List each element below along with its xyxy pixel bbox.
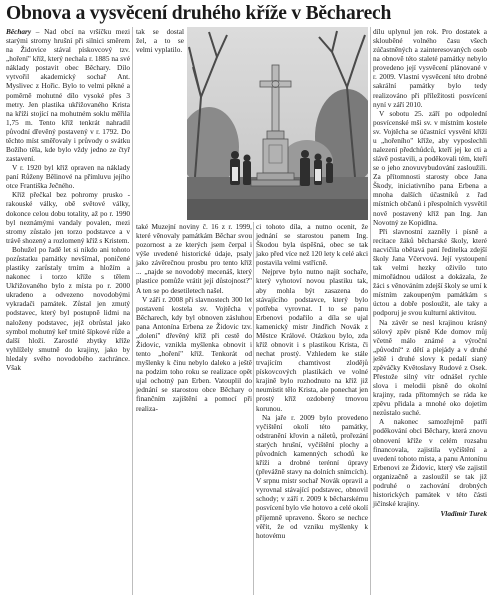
article-paragraph: A nakonec samozřejmě patří poděkování obci Běchary, která znovu obnovení kříže v celém rozsahu financovala, zajistila vyčištění a uvedení tohoto místa, a panu Antonínu Erbenovi ze Židovic, který vše zajistil organizačně a zasloužil se tak již podruhé o zachování drobných historických památek v této části jičínské krajiny.: [373, 417, 487, 509]
article-paragraph: ci tohoto díla, a nutno ocenit, že jednání se starostou panem Ing. Škodou byla úspěšná, obec se tak jako před více než 120 lety k celé akci postavila velmi vstřícně.: [256, 222, 368, 268]
article-paragraph: dílu uplynul jen rok. Pro dostatek a sklouběné volného času všech zúčastněných a zainteresovaných osob na obnově této staleté památky nebylo provedeno její vysvěcení plánované v r. 2009. Vlastní vysvěcení této drobné sakrální památky bylo tedy realizováno při příležitosti posvícení nyní v září 2010.: [373, 27, 487, 109]
article-paragraph: Kříž přečkal bez pohromy prusko - rakouské války, obě světové války, dokonce celou dobu totality, až po r. 1990 byl neznámými vandaly povalen, mezi stromy zůstalo jen torzo podstavce a v trávě shozený a rozlomený kříž s Kristem.: [6, 190, 130, 245]
article-paragraph: Nejprve bylo nutno najít sochaře, který vyhotoví novou plastiku tak, aby mohla být zasazena do stávajícího podstavce, který bylo potřeba vyrovnat. I to se panu Erbenovi podařilo a díla se ujal kamenický mistr Jindřich Novák z Městce Králové. Otázkou bylo, zda kříž obnovit i s plastikou Krista, či nechat prostý. Vzhledem ke stále trvajícím chamtivost zlodějů pískovcových plastikách ve volné krajině bylo rozhodnuto na kříž již neumístit tělo Krista, ale ponechat jen prostý kříž ozdobený trnovou korunou.: [256, 267, 368, 413]
article-paragraph: [6, 27, 130, 163]
article-column-2: [136, 27, 184, 54]
cross-photo: [187, 27, 368, 220]
article-column-5: [373, 27, 487, 518]
paragraph-text: – Nad obcí na vršíčku mezi starými stromy hrušní při silnici směrem na Židovice stával pískovcový tzv. „hoření" kříž, který nechala r. 1885 na své náklady postavit obec Běchary. Dílo vytvořil akademický sochař Ant. Myslivec z Hořic. Bylo to velmi pěkné a poměrně mohutné dílo vysoké přes 3 metry. Jen plastika ukřižovaného Krista na kříži stojící na mohutném soklu měřila 1,75 m. Tento kříž tenkrát nahradil původní dřevěný postavený v r. 1792. Do těchto míst směřovaly i průvody o svátku Božího těla, kde bylo vždy jedno ze čtyř zastavení.: [6, 27, 130, 164]
article-author: Vladimír Turek: [440, 509, 487, 519]
article-title: Obnova a vysvěcení druhého kříže v Běcharech: [6, 3, 392, 24]
article-column-4: [256, 222, 368, 540]
article-paragraph: V r. 1920 byl kříž opraven na náklady paní Růženy Bělinové na přímluvu jejího otce Františka Ječného.: [6, 163, 130, 191]
article-paragraph: také Muzejní noviny č. 16 z r. 1999, které věnovaly památkám Běchar svou pozornost a ze kterých jsem čerpal i výše uvedené historické údaje, psaly jako závěrečnou prosbu pro tento kříž ... „najde se novodobý mecenáš, který plastice pomůže vrátit její důstojnost?" A ten se po desetiletech našel.: [136, 222, 252, 295]
article-paragraph: Při slavnostní zazněly i písně a recitace žáků běcharské školy, které nacvičila obětavá paní ředitelka zdejší školy Jana Včervová. Její vystoupení tak velmi hezky oživilo tuto mimořádnou událost a dokázala, že žáci s věnováním zdejší školy se umí k místním zakoupeným památkám s úctou a dobře posloužit, ale taky a podporuj je svou kulturní aktivitou.: [373, 226, 487, 318]
article-dateline: Běchary: [6, 27, 32, 36]
article-paragraph: Bohužel po řadě let si nikdo ani tohoto pozůstatku památky nevšímal, poničené plastiky zarůstaly trním a hložím a nakonec i torzo kříže s tělem Ukřižovaného bylo z místa po r. 2000 ukradeno a odvezeno novodobými vykradači památek. Zůstal jen zmutý podstavec, který byl postupně lidmi na naloženy podstavec, jejž obrůstal jako symbol mohutný keř trnité šípkové růže a další hloží. Zarostlé zbytky kříže vyhlížely smutně do krajiny, jako by hledaly svého novodobého zachránce. Však: [6, 244, 130, 372]
article-column-1: [6, 27, 130, 372]
article-paragraph: tak se dostal žel, a to se velmi vyplatilo.: [136, 27, 184, 55]
column-divider: [370, 27, 371, 595]
column-divider: [132, 27, 133, 595]
article-paragraph: V září r. 2008 při slavnostech 300 let postavení kostela sv. Vojtěcha v Běcharech, kdy byl obnoven zásluhou pana Antonína Erbena ze Židovic tzv. „dolení" dřevěný kříž při cestě do Židovic, vznikla myšlenka obnovit i tento „hoření" kříž. Tenkorát od myšlenky k činu nebylo daleko a ještě na podzim toho roku se realizace opět ujal ochotný pan Erben. Vatouplil do jednání se starostou obce Běchary o finančním zajištění a pomocí při realiza-: [136, 294, 252, 413]
article-paragraph: Na jaře r. 2009 bylo provedeno vyčištění okolí této památky, odstranění křovin a náletů, prořezání starých hrušní, vyčištění plochy a původních kamenných schodů ke kříži a drobné terénní úpravy (převážně stavy na dolních snímcích). V srpnu mistr sochař Novák opravil a vyrovnal stávající podstavec, obnovil schody; v září r. 2009 k běcharskému posvícení bylo vše hotovo a celé okolí příjemně upraveno. Škoro se nechce věřit, že od vzniku myšlenky k hotovému: [256, 412, 368, 540]
cross-photo-image: [187, 27, 368, 220]
column-divider: [253, 222, 254, 595]
article-column-3: [136, 222, 252, 413]
article-paragraph: V sobotu 25. září po odpolední posvícenské mši sv. v místním kostele sv. Vojtěcha se účastnící vysvění kříží u „hořeního" kříže, aby vyposlechli nalezení předchůdců, kteří jej ke cti a slávě postavili, a poděkovali tém, kteří se o jeho znovuvybudování zasloužili. Za přítomnosti starosty obce Jana Škody, iniciativního pana Erbena a mnoha dalších účastníků z řad místních občanů i přespolních vysvětil nově postavený kříž pan Ing. Jan Novotný ze Kopidlna.: [373, 108, 487, 227]
article-paragraph: Na závěr se nesl krajinou krásný sólový zpěv písně Kde domov můj včetně málo známé a výroční „původní“ z dětí a plejády a v druhé ještě i druhé slovy k pedalí sianý zpěváčky Květoslavy Rudové z Osek. Přestože silný vítr odnášel rychle slova i melodii písně do okolní krajiny, rada přítomných se ráda ke zpěvu přidala a mnohé oko dojetím nezůstalo suché.: [373, 317, 487, 418]
